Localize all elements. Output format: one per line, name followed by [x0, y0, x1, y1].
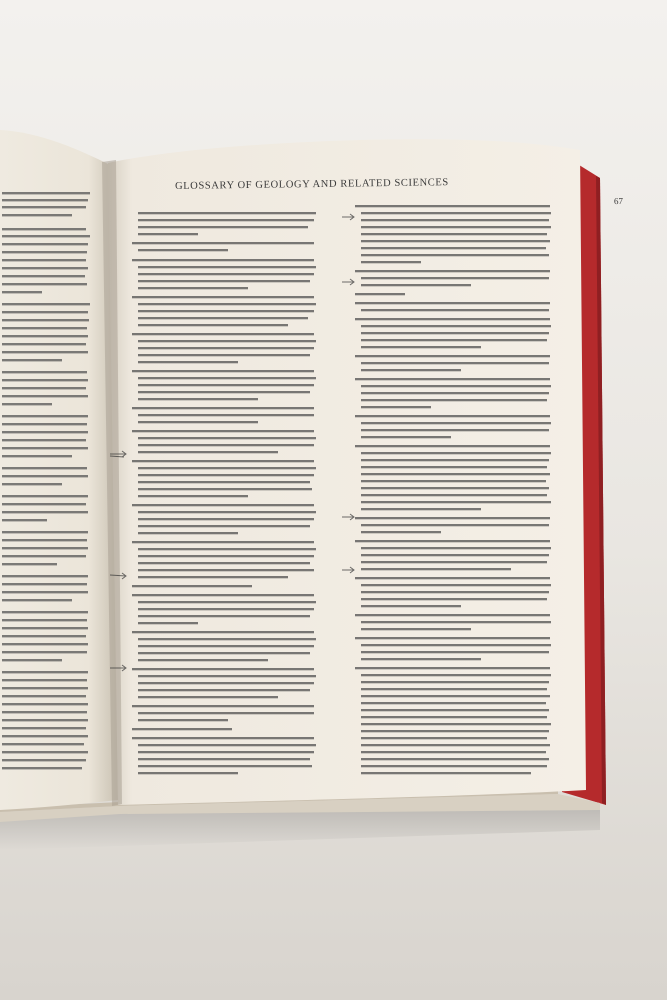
page-number: 67 — [613, 195, 624, 207]
running-header: GLOSSARY OF GEOLOGY AND RELATED SCIENCES — [175, 177, 449, 192]
left-page — [0, 130, 118, 810]
